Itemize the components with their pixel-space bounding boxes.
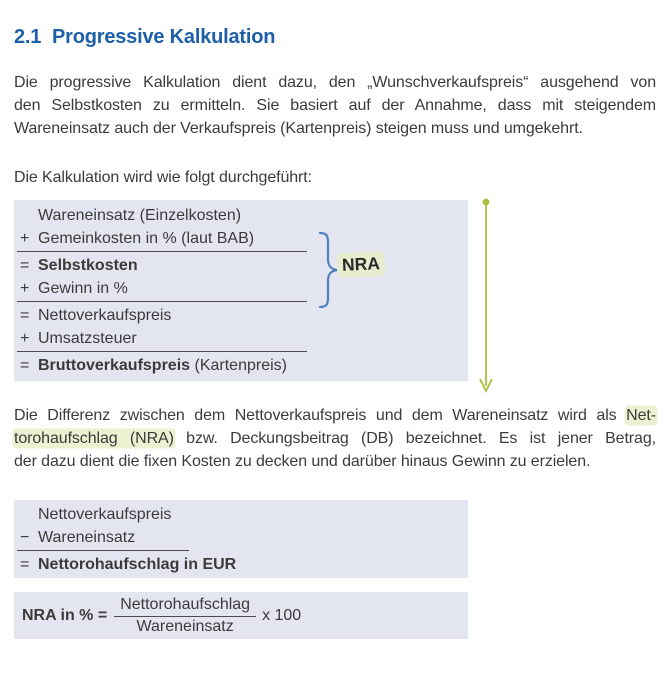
intro-paragraph [14, 71, 656, 140]
lead-in-sentence: Die Kalkulation wird wie folgt durchgeführt: [14, 169, 312, 186]
calc-sign: + [20, 329, 30, 347]
calc-label: Bruttoverkaufspreis [38, 356, 191, 374]
calc-row [14, 277, 468, 300]
calc-sign: + [20, 279, 30, 297]
calc-row [14, 327, 468, 350]
calc-sign: = [20, 256, 30, 274]
highlighted-text: Net- [626, 407, 656, 424]
paragraph-line: der dazu dient die fixen Kosten zu decken und darüber hinaus Gewinn zu erzielen. [14, 453, 591, 470]
curly-brace-icon [317, 231, 341, 309]
calc-sign: − [20, 528, 30, 546]
section-number: 2.1 [14, 26, 42, 48]
text-segment: Die Differenz zwischen dem Nettoverkaufspreis und dem Wareneinsatz wird als [14, 407, 627, 424]
page-title [14, 25, 656, 49]
nra-callout-label: NRA [339, 253, 384, 276]
text-segment: bzw. Deckungsbeitrag (DB) bezeichnet. Es ist jener Betrag, [173, 430, 656, 447]
paragraph-line: Wareneinsatz auch der Verkaufspreis (Kartenpreis) steigen muss und umgekehrt. [14, 120, 583, 137]
calc-row [14, 254, 468, 277]
calc-row [14, 553, 468, 576]
formula-lhs: NRA in % = [22, 606, 108, 624]
textbook-page [0, 25, 670, 676]
nra-percent-formula-box [14, 592, 468, 639]
calc-label-suffix: (Kartenpreis) [190, 356, 287, 374]
fraction [114, 595, 256, 637]
calc-row [14, 526, 468, 549]
sum-line [17, 350, 307, 352]
fraction-denominator: Wareneinsatz [136, 617, 234, 635]
highlighted-text: torohaufschlag (NRA) [14, 430, 174, 447]
calc-label: Nettoverkaufspreis [38, 306, 172, 324]
calc-row [14, 204, 468, 227]
definition-paragraph [14, 404, 656, 473]
paragraph-line [14, 427, 656, 450]
calc-label: Nettoverkaufspreis [38, 505, 172, 523]
calc-sign: = [20, 356, 30, 374]
calc-row [14, 354, 468, 377]
sum-line [17, 300, 307, 302]
calc-label: Wareneinsatz (Einzelkosten) [38, 206, 242, 224]
fraction-numerator: Nettorohaufschlag [114, 595, 256, 617]
calc-label: Nettorohaufschlag in EUR [38, 555, 237, 573]
calc-row [14, 304, 468, 327]
sum-line [17, 250, 307, 252]
calc-sign: = [20, 555, 30, 573]
progressive-calculation-box [14, 200, 468, 381]
calc-label: Umsatzsteuer [38, 329, 137, 347]
calc-sign: + [20, 229, 30, 247]
calc-sign: = [20, 306, 30, 324]
paragraph-line: Die progressive Kalkulation dient dazu, den „Wunschverkaufspreis“ ausgehend von [14, 74, 656, 91]
paragraph-line [14, 404, 656, 427]
calc-label: Selbstkosten [38, 256, 138, 274]
calc-label: Gewinn in % [38, 279, 128, 297]
section-title: Progressive Kalkulation [52, 26, 276, 48]
calc-row [14, 227, 468, 250]
calculation-section [14, 200, 656, 381]
paragraph-line: den Selbstkosten zu ermitteln. Sie basiert auf der Annahme, dass mit steigendem [14, 97, 656, 114]
calc-label: Wareneinsatz [38, 528, 136, 546]
down-arrow-icon [478, 197, 494, 395]
calc-row [14, 503, 468, 526]
formula-multiplier: x 100 [262, 606, 302, 624]
sum-line [17, 549, 189, 551]
calc-label: Gemeinkosten in % (laut BAB) [38, 229, 255, 247]
nra-eur-calculation-box [14, 500, 468, 578]
